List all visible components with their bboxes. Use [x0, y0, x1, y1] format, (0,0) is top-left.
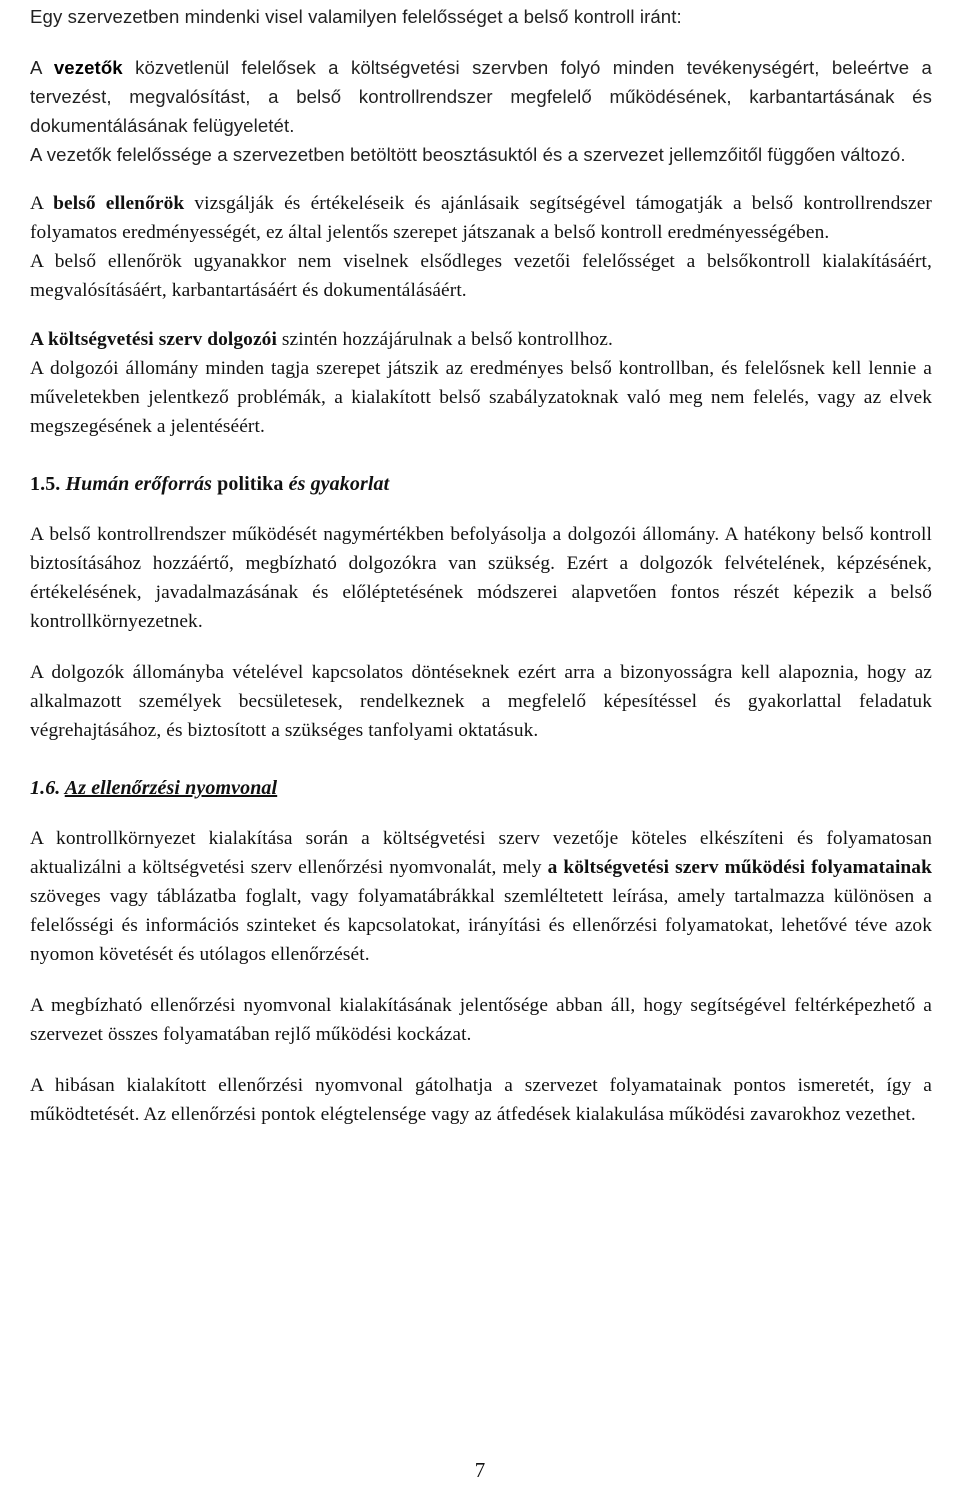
- bold-term: A költségvetési szerv dolgozói: [30, 329, 277, 350]
- internal-auditors-limits-paragraph: A belső ellenőrök ugyanakkor nem viselnek elsődleges vezetői felelősséget a belsőkontroll kialakításáért, megvalósításáért, karbantartásáért és dokumentálásáért.: [30, 251, 932, 301]
- section-number: 1.6.: [30, 777, 65, 799]
- bold-term: belső ellenőrök: [53, 193, 185, 214]
- section-heading-1-6: [30, 774, 932, 803]
- employees-role-paragraph: A dolgozói állomány minden tagja szerepet játszik az eredményes belső kontrollban, és felelősnek kell lennie a műveletekben jelentkező problémák, a kialakított belső szabályzatoknak való meg nem felelés, vagy az elvek megszegésének a jelentéséért.: [30, 358, 932, 437]
- page-number: 7: [474, 1458, 486, 1482]
- bold-term: a költségvetési szerv működési folyamatainak: [547, 857, 932, 878]
- heading-text: Humán erőforrás: [65, 473, 213, 495]
- bold-term: vezetők: [53, 57, 123, 78]
- employees-section: [30, 325, 932, 441]
- document-page: [30, 0, 932, 1129]
- section-number: 1.5.: [30, 473, 66, 495]
- audit-trail-paragraph-3: A hibásan kialakított ellenőrzési nyomvonal gátolhatja a szervezet folyamatainak pontos ismeretét, így a működtetését. Az ellenőrzési pontok elégtelensége vagy az átfedések kialakulása működési zavarokhoz vezethet.: [30, 1075, 932, 1125]
- heading-text: politika: [212, 473, 289, 495]
- heading-text: Az ellenőrzési nyomvonal: [64, 777, 278, 799]
- text-run: szöveges vagy táblázatba foglalt, vagy folyamatábrákkal szemléltetett leírása, amely tartalmazza különösen a felelősségi és információs szinteket és kapcsolatokat, irányítási és ellenőrzési folyamatokat, lehetővé téve azok nyomon követését és utólagos ellenőrzését.: [30, 886, 932, 965]
- hr-paragraph-1: A belső kontrollrendszer működését nagymértékben befolyásolja a dolgozói állomány. A hatékony belső kontroll biztosításához hozzáértő, megbízható dolgozókra van szükség. Ezért a dolgozók felvételének, képzésének, értékelésének, javadalmazásának és előléptetésének módszerei alapvetően fontos részét képezik a belső kontrollkörnyezetnek.: [30, 524, 932, 632]
- text-run: szintén hozzájárulnak a belső kontrollhoz.: [276, 329, 613, 350]
- managers-paragraph: [30, 53, 932, 140]
- intro-paragraph: Egy szervezetben mindenki visel valamilyen felelősséget a belső kontroll iránt:: [30, 6, 682, 27]
- employees-paragraph: [30, 325, 932, 354]
- section-heading-1-5: [30, 470, 932, 499]
- managers-responsibility-paragraph: A vezetők felelőssége a szervezetben betöltött beosztásuktól és a szervezet jellemzőitől függően változó.: [30, 144, 906, 165]
- managers-section: [30, 53, 932, 169]
- text-run: közvetlenül felelősek a költségvetési szervben folyó minden tevékenységért, beleértve a tervezést, megvalósítást, a belső kontrollrendszer megfelelő működésének, karbantartásának és dokumentálásának felügyeletét.: [30, 57, 932, 136]
- heading-text: és gyakorlat: [288, 473, 390, 495]
- text-run: A kontrollkörnyezet kialakítása során a költségvetési szerv vezetője köteles elkészíteni és folyamatosan aktualizálni a költségvetési szerv ellenőrzési nyomvonalát, mely: [30, 828, 932, 878]
- text-run: vizsgálják és értékeléseik és ajánlásaik segítségével támogatják a belső kontrollrendszer folyamatos eredményességét, ez által jelentős szerepet játszanak a belső kontroll eredményességében.: [30, 193, 932, 243]
- internal-auditors-paragraph: [30, 189, 932, 247]
- text-run: A: [30, 57, 54, 78]
- audit-trail-paragraph-1: [30, 824, 932, 969]
- audit-trail-paragraph-2: A megbízható ellenőrzési nyomvonal kialakításának jelentősége abban áll, hogy segítségével feltérképezhető a szervezet összes folyamatában rejlő működési kockázat.: [30, 995, 932, 1045]
- internal-auditors-section: [30, 189, 932, 305]
- hr-paragraph-2: A dolgozók állományba vételével kapcsolatos döntéseknek ezért arra a bizonyosságra kell alapoznia, hogy az alkalmazott személyek becsületesek, rendelkeznek a megfelelő képesítéssel és gyakorlattal feladatuk végrehajtásához, és biztosított a szükséges tanfolyami oktatásuk.: [30, 662, 932, 741]
- text-run: A: [30, 193, 54, 214]
